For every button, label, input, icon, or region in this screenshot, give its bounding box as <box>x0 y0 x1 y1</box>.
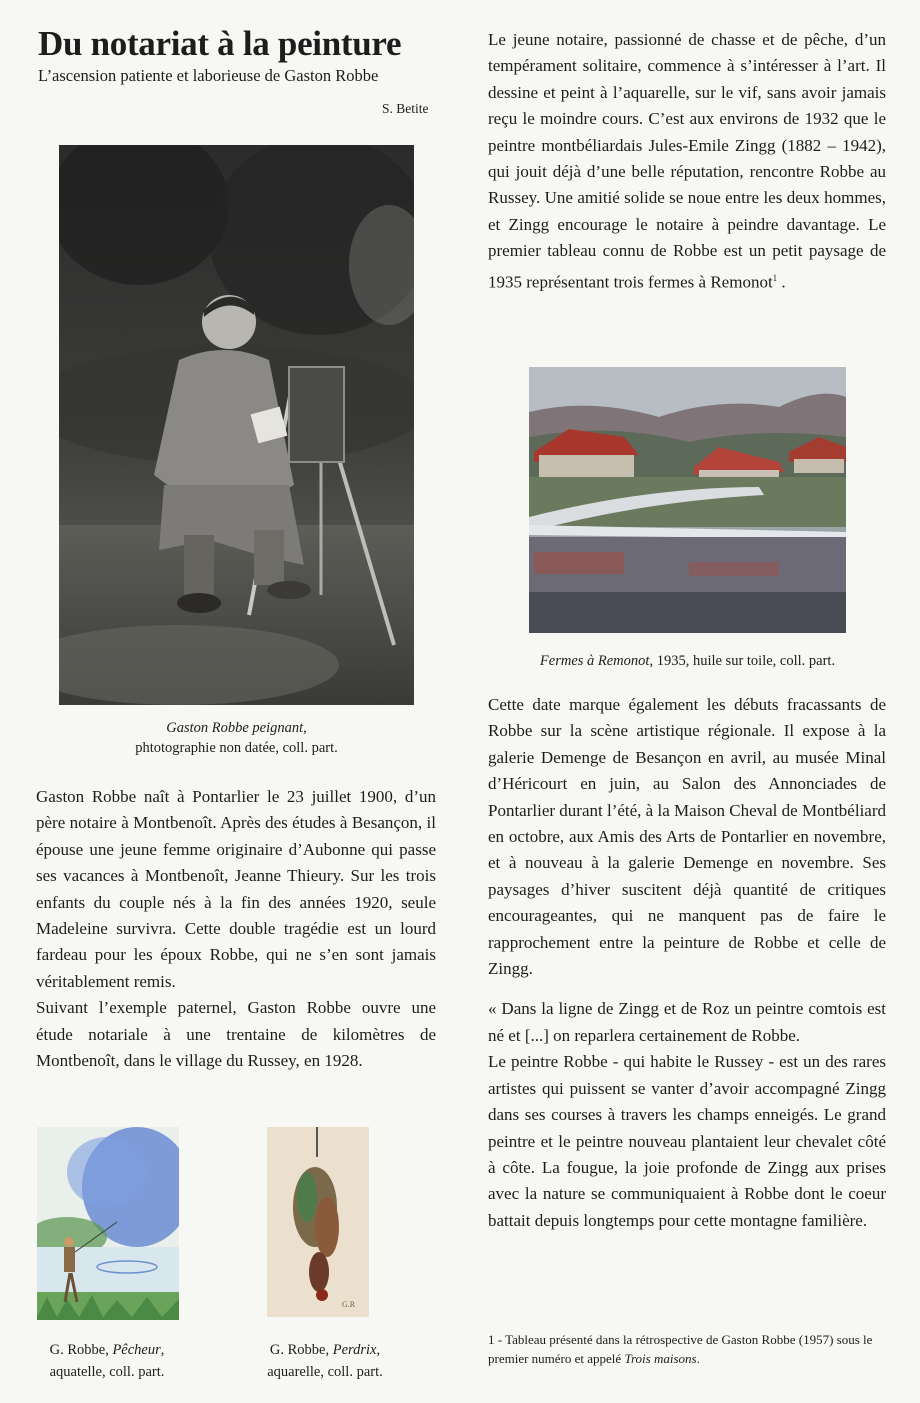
right-column-bottom <box>488 692 886 1234</box>
caption-perdrix-title: Perdrix <box>332 1342 377 1358</box>
painting-caption-title: Fermes à Remonot <box>539 653 650 669</box>
footnote-end: . <box>696 1351 700 1366</box>
painting-fermes-remonot <box>529 367 846 633</box>
footnote-text: 1 - Tableau présenté dans la rétrospective de Gaston Robbe (1957) sous le premier numéro et appelé <box>488 1332 873 1366</box>
right-column-top <box>488 27 886 296</box>
painting-caption <box>490 651 885 671</box>
right-paragraph-1-end: . <box>777 272 786 292</box>
caption-pecheur-prefix: G. Robbe, <box>49 1342 113 1358</box>
right-paragraph-1-text: Le jeune notaire, passionné de chasse et de pêche, d’un tempérament solitaire, commence à s’intéresser à l’art. Il dessine et peint à l’aquarelle, sur le vif, sans avoir jamais reçu le moindre cours. C’est aux environs de 1932 que le peintre montbéliardais Jules-Emile Zingg (1882 – 1942), qui jouit déjà d’une belle réputation, rencontre Robbe au Russey. Une amitié solide se noue entre les deux hommes, et Zingg encourage le notaire à peindre davantage. Le premier tableau connu de Robbe est un petit paysage de 1935 représentant trois fermes à Remonot <box>488 30 886 292</box>
caption-pecheur-rest: , <box>160 1342 165 1358</box>
watercolor-perdrix <box>267 1127 369 1317</box>
caption-perdrix <box>240 1339 410 1383</box>
left-paragraph-2: Suivant l’exemple paternel, Gaston Robbe ouvre une étude notariale à une trentaine de kilomètres de Montbenoît, dans le village du Russey, en 1928. <box>36 998 436 1071</box>
photo-caption-rest: , <box>303 720 307 736</box>
right-quote-1: « Dans la ligne de Zingg et de Roz un peintre comtois est né et [...] on reparlera certainement de Robbe. <box>488 999 886 1045</box>
article-subtitle: L’ascension patiente et laborieuse de Gaston Robbe <box>38 66 379 85</box>
caption-perdrix-rest: , <box>376 1342 381 1358</box>
caption-pecheur-title: Pêcheur <box>112 1342 161 1358</box>
photo-caption <box>59 718 414 758</box>
footnote-ref: 1 <box>772 272 778 283</box>
painting-caption-rest: , 1935, huile sur toile, coll. part. <box>649 653 836 669</box>
article-title: Du notariat à la peinture <box>38 24 402 63</box>
caption-pecheur-line2: aquatelle, coll. part. <box>49 1364 165 1380</box>
right-quote-2: Le peintre Robbe - qui habite le Russey - est un des rares artistes qui puissent se vanter d’avoir accompagné Zingg dans ses courses à travers les champs enneigés. Le grand peintre et le peintre nouveau plantaient leur chevalet côté à côte. La fougue, la joie profonde de Zingg aux prises avec la nature se communiquaient à Robbe dont le coeur battait depuis longtemps pour cette montagne familière. <box>488 1052 886 1230</box>
caption-perdrix-line2: aquarelle, coll. part. <box>267 1364 383 1380</box>
article-author: S. Betite <box>382 101 429 116</box>
left-column <box>36 784 436 1074</box>
right-paragraph-2: Cette date marque également les débuts fracassants de Robbe sur la scène artistique régionale. Il expose à la galerie Demenge de Besançon en avril, au musée Minal d’Héricourt en juin, au Salon des Annonciades de Pontarlier durant l’été, à la Maison Cheval de Montbéliard en octobre, aux Amis des Arts de Pontarlier en novembre, et à nouveau à la galerie Demenge en novembre. Ses paysages d’hiver suscitent déjà quantité de critiques encourageantes, qui ne manquent pas de faire le rapprochement entre la peinture de Robbe et celle de Zingg. <box>488 695 886 979</box>
watercolor-pecheur <box>37 1127 179 1320</box>
caption-perdrix-prefix: G. Robbe, <box>269 1342 333 1358</box>
photo-robbe-painting <box>59 145 414 705</box>
footnote <box>488 1330 886 1368</box>
photo-caption-line2: phtotographie non datée, coll. part. <box>135 740 338 756</box>
caption-pecheur <box>22 1339 192 1383</box>
photo-caption-title: Gaston Robbe peignant <box>166 720 304 736</box>
right-paragraph-1 <box>488 27 886 296</box>
footnote-title: Trois maisons <box>624 1351 697 1366</box>
left-paragraph-1: Gaston Robbe naît à Pontarlier le 23 juillet 1900, d’un père notaire à Montbenoît. Après des études à Besançon, il épouse une jeune femme originaire d’Aubonne qui passe ses vacances à Montbenoît, Jeanne Thieury. Sur les trois enfants du couple nés à la fin des années 1920, seule Madeleine survivra. Cette double tragédie est un lourd fardeau pour les époux Robbe, qui ne s’en sont jamais véritablement remis. <box>36 787 436 991</box>
svg-text:G.R: G.R <box>342 1300 356 1309</box>
